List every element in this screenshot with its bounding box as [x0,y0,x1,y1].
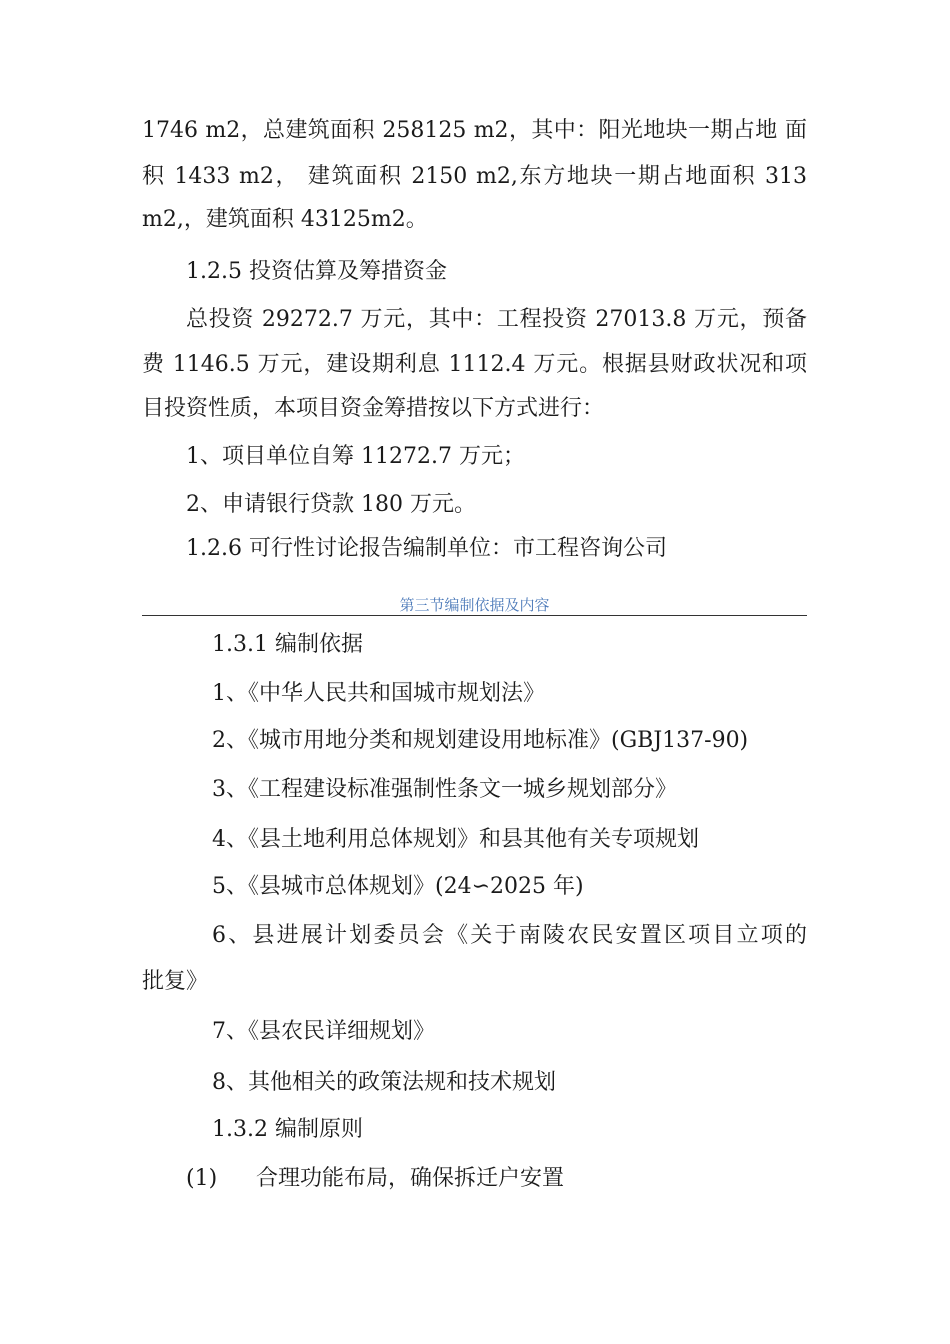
paragraph-line: 总投资 29272.7 万元，其中：工程投资 27013.8 万元，预备 [186,307,807,332]
basis-item-continuation: 批复》 [142,969,209,994]
basis-item: 2、《城市用地分类和规划建设用地标准》(GBJ137-90) [212,728,749,753]
funding-item: 1、项目单位自筹 11272.7 万元； [186,444,525,469]
basis-item: 3、《工程建设标准强制性条文一城乡规划部分》 [212,777,677,802]
basis-item: 4、《县土地利用总体规划》和县其他有关专项规划 [212,827,699,852]
principle-item: 合理功能布局，确保拆迁户安置 [256,1166,565,1191]
paragraph-line: 目投资性质，本项目资金筹措按以下方式进行： [142,396,605,421]
section-header: 第三节编制依据及内容 [399,596,550,614]
subsection-heading: 1.3.2 编制原则 [212,1117,363,1142]
funding-item: 2、申请银行贷款 180 万元。 [186,492,476,517]
basis-item: 1、《中华人民共和国城市规划法》 [212,681,545,706]
paragraph-line: m2,，建筑面积 43125m2。 [142,207,428,232]
subsection-heading: 1.3.1 编制依据 [212,632,363,657]
subsection-heading: 1.2.6 可行性讨论报告编制单位：市工程咨询公司 [186,536,667,561]
basis-item: 5、《县城市总体规划》(24∽2025 年) [212,874,584,899]
subsection-heading: 1.2.5 投资估算及筹措资金 [186,259,447,284]
section-divider [142,615,807,616]
paragraph-line: 积 1433 m2， 建筑面积 2150 m2,东方地块一期占地面积 313 [142,164,807,189]
paragraph-line: 费 1146.5 万元，建设期利息 1112.4 万元。根据县财政状况和项 [142,352,807,377]
basis-item: 6、县进展计划委员会《关于南陵农民安置区项目立项的 [212,923,807,948]
list-number: (1) [186,1166,218,1191]
basis-item: 7、《县农民详细规划》 [212,1019,435,1044]
basis-item: 8、其他相关的政策法规和技术规划 [212,1070,556,1095]
paragraph-line: 1746 m2，总建筑面积 258125 m2，其中：阳光地块一期占地 面 [142,118,807,143]
